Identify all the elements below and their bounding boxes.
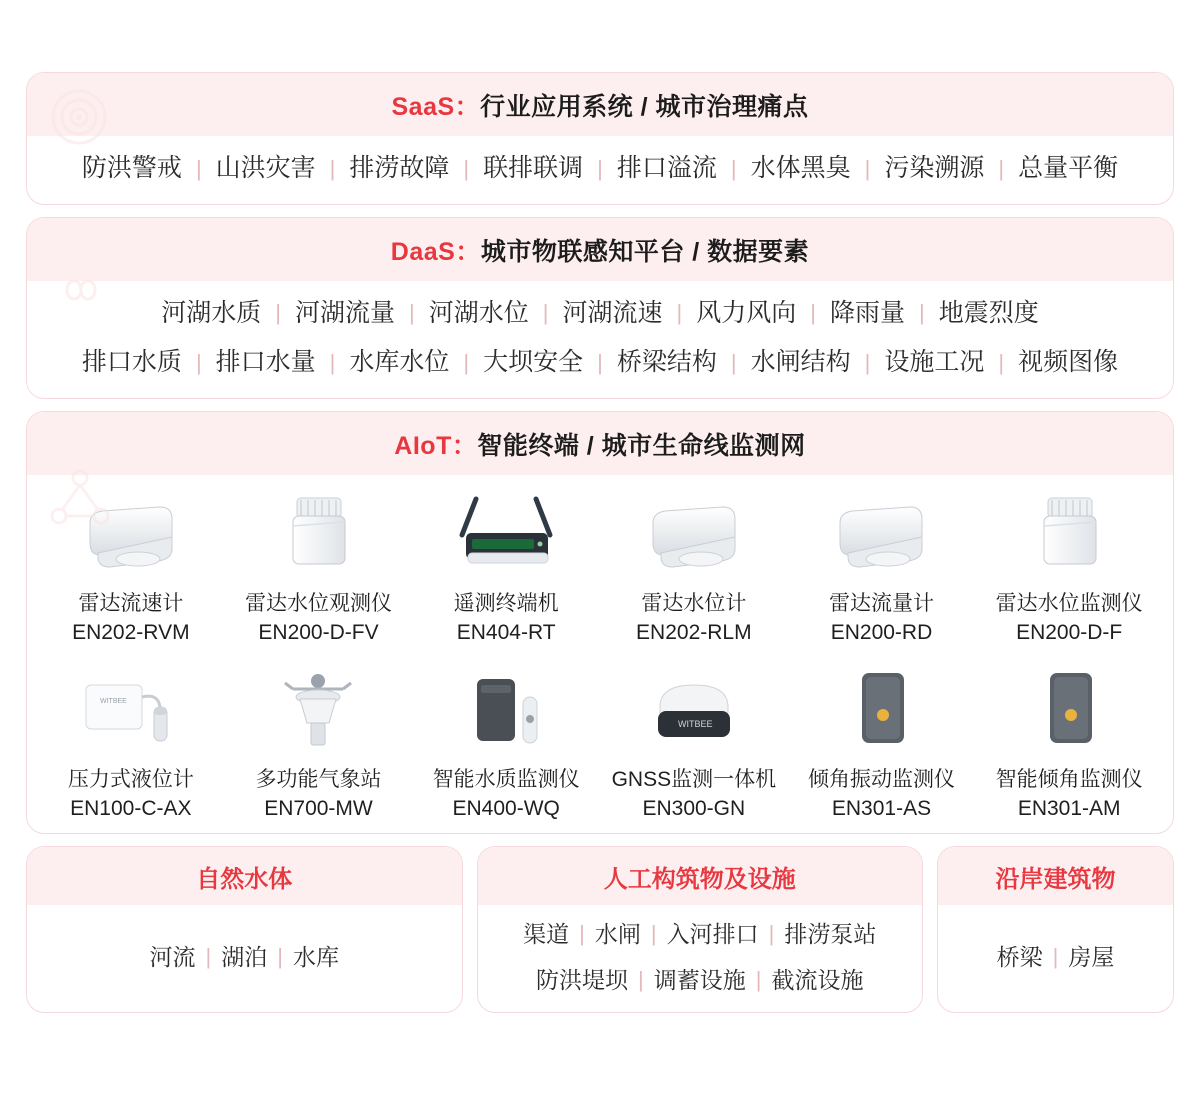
category-item[interactable]: 排涝泵站 [784, 920, 877, 947]
saas-item[interactable]: 水体黑臭 [750, 154, 851, 182]
device-name: 遥测终端机 [453, 591, 559, 615]
device-model: EN301-AM [1017, 796, 1121, 820]
separator: | [195, 155, 202, 181]
separator: | [463, 349, 470, 375]
device-card[interactable] [975, 481, 1163, 651]
category-item[interactable]: 调蓄设施 [653, 967, 746, 993]
daas-item[interactable]: 排口水质 [81, 348, 182, 376]
separator: | [205, 944, 212, 969]
telemetry-terminal-icon [414, 485, 598, 577]
separator: | [542, 300, 549, 326]
daas-items-row-2 [37, 344, 1163, 382]
saas-title [27, 73, 1173, 136]
daas-title-prefix: DaaS： [390, 237, 481, 266]
saas-body [27, 136, 1173, 204]
pressure-level-gauge-icon [39, 661, 223, 753]
separator: | [998, 155, 1005, 181]
device-name: 雷达流速计 [78, 591, 184, 615]
category-item[interactable]: 桥梁 [996, 943, 1043, 970]
aiot-panel [26, 411, 1174, 834]
artificial-structures-items-row-1 [486, 917, 914, 952]
device-model: EN300-GN [642, 796, 746, 820]
category-item[interactable]: 水库 [292, 943, 339, 970]
category-item[interactable]: 河流 [149, 943, 196, 970]
daas-item[interactable]: 大坝安全 [483, 348, 584, 376]
device-name: 雷达流量计 [828, 591, 934, 615]
separator: | [864, 349, 871, 375]
device-model: EN400-WQ [452, 796, 560, 820]
category-item[interactable]: 水闸 [594, 920, 641, 947]
device-model: EN200-D-F [1016, 620, 1123, 644]
smart-tilt-monitor-icon [977, 661, 1161, 753]
separator: | [275, 300, 282, 326]
natural-water-body-box [26, 846, 463, 1013]
daas-item[interactable]: 风力风向 [696, 298, 797, 327]
separator: | [579, 920, 585, 946]
daas-title [27, 218, 1173, 281]
separator: | [918, 300, 925, 326]
saas-title-main: 行业应用系统 / 城市治理痛点 [480, 93, 809, 121]
weather-station-icon [227, 661, 411, 753]
object-categories [26, 846, 1174, 1013]
shoreline-buildings-body [938, 905, 1173, 1012]
device-card[interactable] [600, 657, 788, 827]
saas-item[interactable]: 防洪警戒 [81, 154, 182, 182]
svg-text:WITBEE: WITBEE [99, 697, 127, 705]
separator: | [1052, 944, 1059, 969]
device-card[interactable] [788, 481, 976, 651]
separator: | [277, 944, 283, 969]
separator: | [638, 967, 644, 993]
separator: | [329, 155, 336, 181]
separator: | [409, 300, 415, 326]
gnss-monitor-icon [602, 661, 786, 753]
device-name: 多功能气象站 [255, 767, 382, 791]
separator: | [864, 155, 871, 181]
aiot-title-prefix: AIoT： [394, 431, 478, 460]
device-card[interactable] [225, 481, 413, 651]
device-card[interactable] [37, 481, 225, 651]
tilt-vibration-monitor-icon [790, 661, 974, 753]
device-model: EN700-MW [264, 796, 373, 820]
saas-panel [26, 72, 1174, 205]
device-card[interactable] [225, 657, 413, 827]
saas-item[interactable]: 污染溯源 [884, 154, 985, 182]
separator: | [755, 967, 762, 993]
daas-item[interactable]: 排口水量 [215, 348, 316, 376]
saas-item[interactable]: 山洪灾害 [215, 154, 316, 182]
radar-level-observer-icon [227, 485, 411, 577]
device-name: 雷达水位监测仪 [995, 591, 1143, 615]
device-name: 雷达水位计 [641, 591, 747, 615]
device-name: 智能水质监测仪 [432, 767, 580, 791]
device-model: EN301-AS [831, 796, 932, 820]
device-model: EN200-D-FV [258, 620, 379, 644]
water-quality-monitor-icon [414, 661, 598, 753]
device-name: 倾角振动监测仪 [807, 767, 955, 791]
daas-items-row-1 [37, 295, 1163, 333]
device-card[interactable] [975, 657, 1163, 827]
aiot-title [27, 412, 1173, 475]
artificial-structures-title: 人工构筑物及设施 [478, 847, 922, 905]
daas-item[interactable]: 河湖水质 [161, 298, 262, 327]
separator: | [810, 300, 816, 326]
daas-item[interactable]: 河湖水位 [428, 298, 529, 327]
natural-water-body-body [27, 905, 462, 1012]
shoreline-buildings-box [937, 846, 1174, 1013]
artificial-structures-items-row-2 [486, 963, 914, 998]
device-model: EN202-RLM [636, 620, 752, 644]
category-item[interactable]: 入河排口 [666, 920, 759, 947]
shoreline-buildings-items [946, 940, 1165, 975]
daas-item[interactable]: 河湖流速 [562, 298, 663, 327]
svg-text:WITBEE: WITBEE [677, 718, 713, 729]
device-model: EN202-RVM [72, 620, 190, 644]
saas-title-prefix: SaaS： [391, 93, 481, 121]
artificial-structures-box [477, 846, 923, 1013]
shoreline-buildings-title: 沿岸建筑物 [938, 847, 1173, 905]
separator: | [195, 349, 202, 375]
radar-flow-meter-icon [790, 485, 974, 577]
device-name: 雷达水位观测仪 [244, 591, 392, 615]
radar-velocity-sensor-icon [39, 485, 223, 577]
device-card[interactable] [788, 657, 976, 827]
category-item[interactable]: 防洪堤坝 [536, 967, 629, 993]
daas-item[interactable]: 设施工况 [884, 348, 985, 376]
saas-items [37, 150, 1163, 188]
device-card[interactable] [37, 657, 225, 827]
separator: | [730, 349, 737, 375]
separator: | [463, 155, 470, 181]
daas-item[interactable]: 水库水位 [349, 348, 450, 376]
natural-water-body-title: 自然水体 [27, 847, 462, 905]
device-name: GNSS监测一体机 [611, 767, 777, 791]
separator: | [998, 349, 1005, 375]
device-grid [27, 475, 1173, 833]
separator: | [730, 155, 737, 181]
daas-item[interactable]: 桥梁结构 [616, 348, 717, 376]
device-name: 压力式液位计 [67, 767, 194, 791]
device-card[interactable] [600, 481, 788, 651]
saas-item[interactable]: 总量平衡 [1018, 154, 1119, 182]
daas-item[interactable]: 水闸结构 [750, 348, 851, 376]
device-model: EN404-RT [456, 620, 556, 644]
radar-level-meter-icon [602, 485, 786, 577]
category-item[interactable]: 房屋 [1068, 943, 1115, 970]
natural-water-body-items [35, 940, 454, 975]
separator: | [768, 920, 775, 946]
category-item[interactable]: 截流设施 [771, 967, 864, 993]
separator: | [650, 920, 657, 946]
separator: | [597, 155, 603, 181]
device-name: 智能倾角监测仪 [995, 767, 1143, 791]
device-card[interactable] [412, 657, 600, 827]
category-item[interactable]: 湖泊 [221, 943, 268, 970]
device-card[interactable] [412, 481, 600, 651]
device-model: EN100-C-AX [70, 796, 192, 820]
category-item[interactable]: 渠道 [523, 920, 570, 947]
daas-title-main: 城市物联感知平台 / 数据要素 [480, 237, 810, 266]
daas-item[interactable]: 河湖流量 [295, 298, 396, 327]
daas-item[interactable]: 地震烈度 [938, 298, 1039, 327]
aiot-title-main: 智能终端 / 城市生命线监测网 [477, 431, 806, 460]
artificial-structures-body [478, 905, 922, 1012]
separator: | [597, 349, 603, 375]
separator: | [676, 300, 683, 326]
daas-item[interactable]: 降雨量 [829, 298, 905, 327]
separator: | [329, 349, 336, 375]
daas-panel [26, 217, 1174, 399]
device-model: EN200-RD [830, 620, 933, 644]
saas-item[interactable]: 排涝故障 [349, 154, 450, 182]
daas-body [27, 281, 1173, 398]
radar-level-monitor-icon [977, 485, 1161, 577]
saas-item[interactable]: 联排联调 [483, 154, 584, 182]
saas-item[interactable]: 排口溢流 [616, 154, 717, 182]
daas-item[interactable]: 视频图像 [1018, 348, 1119, 376]
